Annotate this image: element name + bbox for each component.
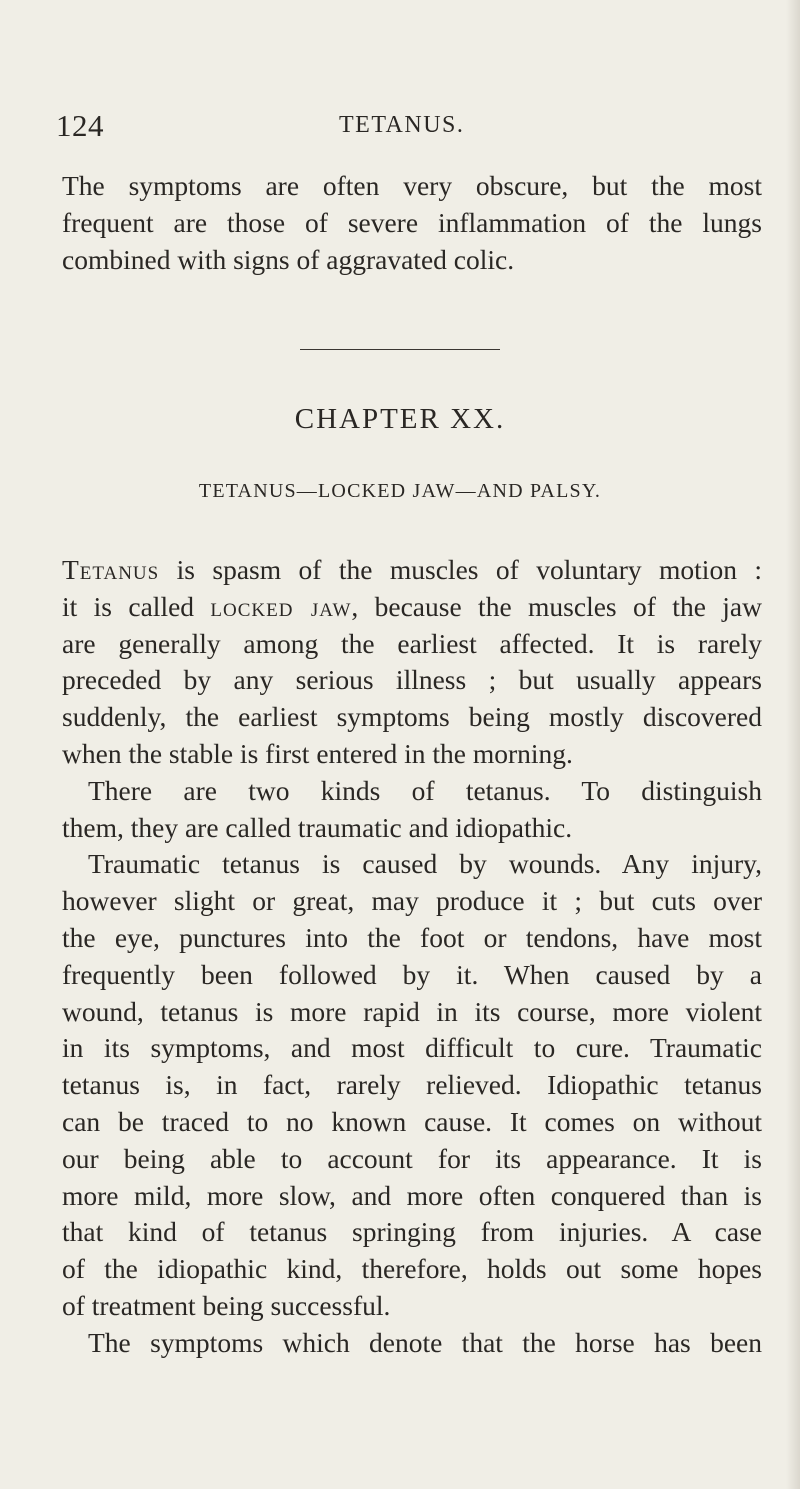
chapter-body: [62, 552, 762, 1362]
line-text: is spasm of the muscles of voluntary motion :: [159, 554, 762, 585]
page-number: 124: [56, 108, 104, 143]
intro-paragraph: [62, 168, 762, 278]
body-line: [62, 1288, 762, 1325]
running-head: TETANUS.: [339, 112, 465, 138]
body-line: [62, 846, 762, 883]
body-line: [62, 883, 762, 920]
body-line: [62, 552, 762, 589]
line-text: , because the muscles of the jaw: [351, 590, 762, 622]
body-line: [62, 1067, 762, 1104]
chapter-title: CHAPTER XX.: [294, 403, 506, 435]
line-text: frequently been followed by it. When caused by a: [62, 958, 762, 990]
line-text: however slight or great, may produce it ; but cuts over: [62, 885, 762, 917]
body-line: [62, 994, 762, 1031]
line-text: when the stable is first entered in the morning.: [62, 737, 573, 769]
term-smallcaps: locked jaw: [210, 590, 352, 622]
line-text: them, they are called traumatic and idiopathic.: [62, 811, 573, 843]
chapter-subtitle: TETANUS—LOCKED JAW—AND PALSY.: [198, 480, 602, 502]
line-text: our being able to account for its appearance. It is: [62, 1142, 762, 1174]
line-text: that kind of tetanus springing from injuries. A case: [62, 1216, 762, 1248]
line-text: There are two kinds of tetanus. To distinguish: [88, 774, 762, 806]
body-line: [62, 1325, 762, 1362]
body-line: [62, 1251, 762, 1288]
line-text: wound, tetanus is more rapid in its course, more violent: [62, 995, 762, 1027]
body-line: [62, 662, 762, 699]
body-line: [62, 736, 762, 773]
intro-line: combined with signs of aggravated colic.: [62, 243, 515, 275]
body-line: [62, 1104, 762, 1141]
body-line: [62, 920, 762, 957]
body-line: [62, 1141, 762, 1178]
section-divider: [300, 349, 500, 350]
line-text: preceded by any serious illness ; but usually appears: [62, 664, 762, 696]
body-line: [62, 626, 762, 663]
body-line: [62, 810, 762, 847]
opening-word: Tetanus: [62, 554, 160, 585]
body-line: [62, 699, 762, 736]
line-text: can be traced to no known cause. It comes on without: [62, 1105, 762, 1137]
line-text: the eye, punctures into the foot or tendons, have most: [62, 921, 762, 953]
body-line: [62, 957, 762, 994]
body-line: [62, 1030, 762, 1067]
intro-line: The symptoms are often very obscure, but the most: [62, 170, 762, 201]
line-text: in its symptoms, and most difficult to cure. Traumatic: [62, 1032, 762, 1064]
body-line: [62, 1178, 762, 1215]
line-text: are generally among the earliest affected. It is rarely: [62, 627, 762, 659]
line-text: The symptoms which denote that the horse has been: [88, 1326, 762, 1358]
body-line: [62, 589, 762, 626]
line-text: suddenly, the earliest symptoms being mostly discovered: [62, 701, 762, 733]
line-text: it is called: [62, 590, 211, 622]
line-text: of the idiopathic kind, therefore, holds out some hopes: [62, 1253, 762, 1285]
line-text: Traumatic tetanus is caused by wounds. Any injury,: [88, 848, 762, 880]
page-header: [56, 108, 756, 148]
intro-line: frequent are those of severe inflammation of the lungs: [62, 206, 762, 238]
body-line: [62, 773, 762, 810]
line-text: more mild, more slow, and more often conquered than is: [62, 1179, 762, 1211]
body-line: [62, 1214, 762, 1251]
page-edge-shadow: [786, 0, 800, 1489]
line-text: of treatment being successful.: [62, 1289, 391, 1321]
line-text: tetanus is, in fact, rarely relieved. Idiopathic tetanus: [62, 1069, 762, 1101]
